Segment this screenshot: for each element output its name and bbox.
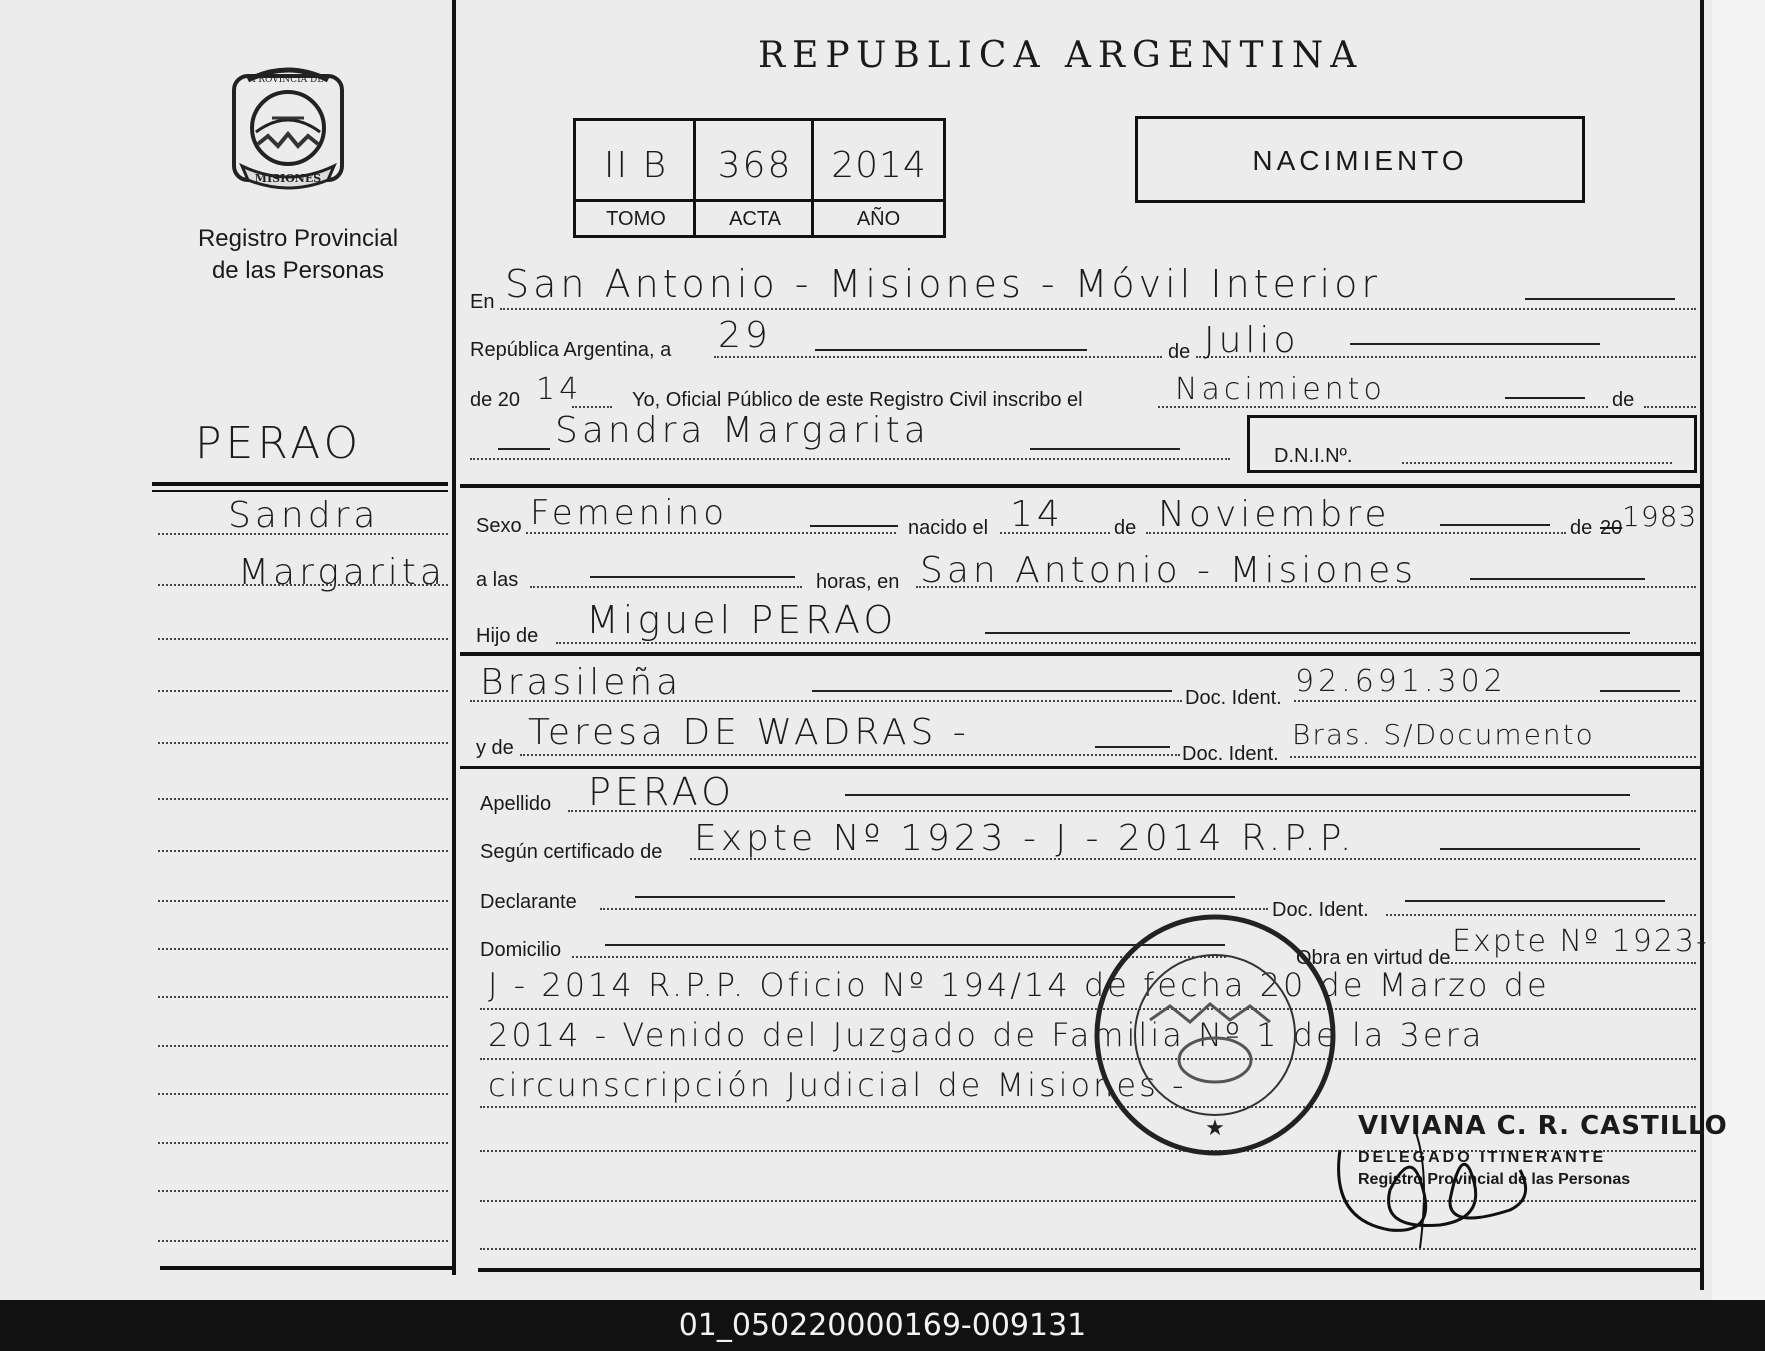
official-title: DELEGADO ITINERANTE: [1358, 1149, 1607, 1166]
field-notes-line2: 2014 - Venido del Juzgado de Familia Nº 1 de la 3era: [488, 1016, 1485, 1054]
label-obra: Obra en virtud de: [1296, 947, 1451, 969]
svg-text:PROVINCIA DE: PROVINCIA DE: [252, 75, 324, 85]
field-father-doc: 92.691.302: [1295, 664, 1507, 699]
margin-line: [158, 533, 448, 535]
section-rule: [460, 484, 1700, 488]
margin-line: [158, 1142, 448, 1144]
label-doc-declarante: Doc. Ident.: [1272, 899, 1369, 921]
field-birth-month: Noviembre: [1158, 494, 1391, 535]
official-name: VIVIANA C. R. CASTILLO: [1358, 1111, 1728, 1141]
label-hijo: Hijo de: [476, 625, 539, 647]
field-notes-line3: circunscripción Judicial de Misiones -: [488, 1066, 1187, 1104]
record-number-table: [573, 118, 946, 238]
field-mother-doc: Bras. S/Documento: [1292, 718, 1595, 751]
margin-surname: PERAO: [195, 418, 363, 469]
margin-line: [158, 690, 448, 692]
field-place: San Antonio - Misiones - Móvil Interior: [505, 262, 1381, 306]
label-declarante: Declarante: [480, 891, 577, 913]
field-month: Julio: [1204, 320, 1300, 361]
field-birth-year-struck: 20: [1600, 517, 1623, 539]
margin-line: [158, 638, 448, 640]
label-apellido: Apellido: [480, 793, 552, 815]
anio-label: AÑO: [856, 208, 901, 230]
margin-line: [158, 742, 448, 744]
label-doc-mother: Doc. Ident.: [1182, 743, 1279, 765]
official-org: Registro Provincial de las Personas: [1358, 1171, 1631, 1188]
field-year-suffix: 14: [536, 372, 583, 407]
label-y-de: y de: [476, 737, 514, 759]
section-rule: [460, 652, 1700, 656]
field-sex: Femenino: [530, 493, 728, 533]
field-notes-line1: J - 2014 R.P.P. Oficio Nº 194/14 de fecha 20 de Marzo de: [488, 966, 1550, 1004]
label-en: En: [470, 291, 495, 313]
field-birth-place: San Antonio - Misiones: [920, 550, 1418, 591]
margin-line: [158, 798, 448, 800]
tomo-value: II B: [603, 145, 669, 186]
field-mother: Teresa DE WADRAS -: [528, 712, 970, 753]
label-republica: República Argentina, a: [470, 339, 672, 361]
label-sexo: Sexo: [476, 515, 522, 537]
dni-box: [1247, 415, 1697, 473]
margin-line: [158, 996, 448, 998]
field-father: Miguel PERAO: [586, 598, 898, 642]
registry-name-line2: de las Personas: [211, 257, 385, 284]
label-doc-father: Doc. Ident.: [1185, 687, 1282, 709]
label-yo: Yo, Oficial Público de este Registro Civil inscribo el: [632, 389, 1083, 411]
margin-line: [158, 1093, 448, 1095]
field-birth-day: 14: [1010, 494, 1064, 535]
field-father-nationality: Brasileña: [480, 662, 683, 703]
label-a-las: a las: [476, 569, 519, 591]
acta-value: 368: [717, 145, 793, 186]
margin-line: [158, 1190, 448, 1192]
margin-line: [158, 584, 448, 586]
margin-line: [158, 948, 448, 950]
frame-left-line: [452, 0, 456, 1275]
margin-rule-top: [152, 482, 448, 486]
label-dni: D.N.I.Nº.: [1274, 445, 1353, 467]
label-de-month: de: [1168, 341, 1191, 363]
field-surname: PERAO: [588, 770, 736, 814]
act-type-box: [1135, 116, 1585, 203]
label-de20: de 20: [470, 389, 521, 411]
frame-right-line: [1700, 0, 1704, 1290]
margin-line: [158, 850, 448, 852]
label-de-person: de: [1612, 389, 1635, 411]
margin-given-name-2: Margarita: [238, 552, 446, 593]
anio-value: 2014: [831, 145, 927, 186]
footer-file-id: 01_050220000169-009131: [0, 1300, 1765, 1351]
page-edge: [1712, 0, 1765, 1300]
field-certificate: Expte Nº 1923 - J - 2014 R.P.P.: [694, 818, 1356, 859]
field-day: 29: [718, 315, 772, 356]
label-horas-en: horas, en: [816, 571, 900, 593]
label-domicilio: Domicilio: [480, 939, 562, 961]
label-de-birthmonth: de: [1114, 517, 1137, 539]
margin-line: [158, 1045, 448, 1047]
act-type-title: NACIMIENTO: [1252, 145, 1468, 176]
margin-line: [158, 900, 448, 902]
country-title: REPUBLICA ARGENTINA: [758, 35, 1364, 76]
section-rule: [460, 766, 1700, 769]
margin-given-name-1: Sandra: [228, 495, 380, 536]
field-act-kind: Nacimiento: [1175, 372, 1386, 407]
margin-line: [158, 1240, 448, 1242]
official-stamp-icon: [1090, 910, 1340, 1160]
tomo-label: TOMO: [606, 208, 666, 230]
label-de-birthyear: de: [1570, 517, 1593, 539]
margin-rule-bottom: [160, 1266, 452, 1270]
signature-icon: [1320, 1110, 1550, 1250]
field-person-name: Sandra Margarita: [555, 410, 930, 451]
svg-text:★: ★: [1205, 1115, 1225, 1140]
registry-name-line1: Registro Provincial: [197, 225, 399, 252]
provincial-seal-icon: [228, 62, 348, 194]
label-nacido: nacido el: [908, 517, 989, 539]
section-rule-bottom: [478, 1268, 1700, 1272]
svg-text:MISIONES: MISIONES: [254, 172, 322, 185]
field-birth-year: 1983: [1622, 500, 1698, 533]
margin-rule-top-2: [152, 490, 448, 492]
field-obra-virtud: Expte Nº 1923-: [1452, 924, 1709, 959]
label-segun: Según certificado de: [480, 841, 663, 863]
acta-label: ACTA: [729, 208, 781, 230]
